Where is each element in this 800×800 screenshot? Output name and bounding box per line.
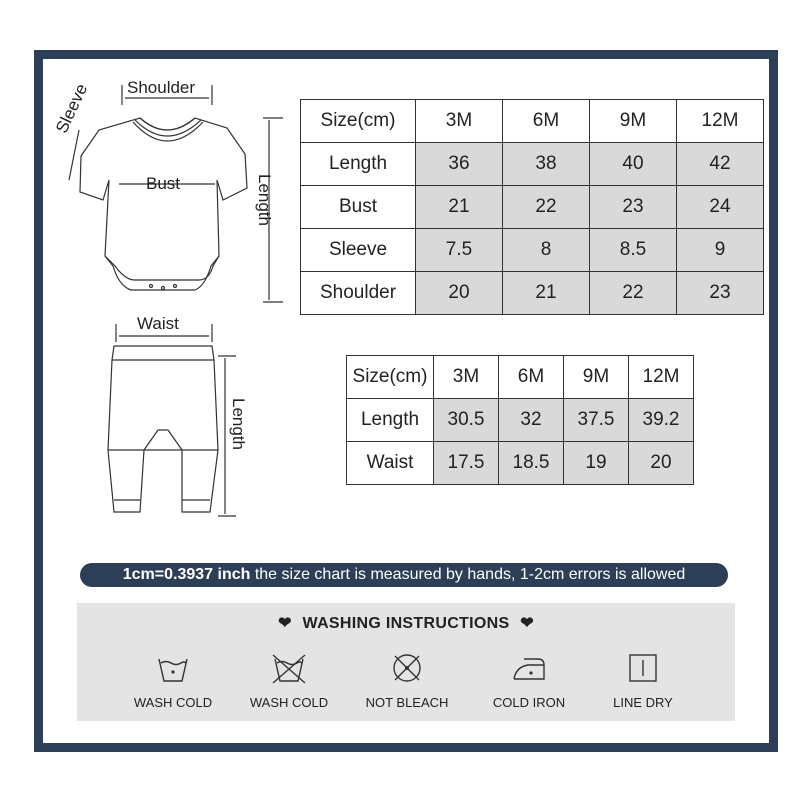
table-cell: 18.5 [499, 442, 564, 485]
care-item-not-bleach [347, 651, 467, 710]
care-item-line-dry [583, 651, 703, 710]
bust-label: Bust [146, 174, 181, 193]
table-row [301, 272, 764, 315]
row-label: Length [301, 143, 416, 186]
table-cell: 17.5 [434, 442, 499, 485]
length-label-onesie: Length [255, 174, 274, 226]
table-cell: 8.5 [590, 229, 677, 272]
line-dry-icon [626, 651, 660, 685]
table-header-cell: Size(cm) [301, 100, 416, 143]
table-header-cell: 3M [434, 356, 499, 399]
table-cell: 23 [590, 186, 677, 229]
table-cell: 21 [503, 272, 590, 315]
table-row [347, 442, 694, 485]
table-row [347, 356, 694, 399]
table-cell: 30.5 [434, 399, 499, 442]
sleeve-label: Sleeve [52, 80, 92, 137]
row-label: Waist [347, 442, 434, 485]
table-header-cell: 12M [629, 356, 694, 399]
table-cell: 22 [590, 272, 677, 315]
do-not-wash-icon [269, 651, 309, 685]
table-cell: 32 [499, 399, 564, 442]
care-label: WASH COLD [133, 695, 213, 710]
table-cell: 37.5 [564, 399, 629, 442]
conversion-text: 1cm=0.3937 inch [122, 566, 251, 583]
care-item-wash-cold [113, 651, 233, 710]
shoulder-label: Shoulder [127, 78, 196, 97]
heart-icon: ❤ [278, 615, 292, 632]
washing-title [77, 613, 735, 633]
care-label: WASH COLD [249, 695, 329, 710]
length-label-pants: Length [229, 398, 248, 450]
care-label: COLD IRON [492, 695, 566, 710]
table-header-cell: 12M [677, 100, 764, 143]
table-header-cell: 3M [416, 100, 503, 143]
row-label: Sleeve [301, 229, 416, 272]
row-label: Length [347, 399, 434, 442]
table-cell: 21 [416, 186, 503, 229]
table-cell: 36 [416, 143, 503, 186]
care-label: NOT BLEACH [365, 695, 449, 710]
table-row [301, 100, 764, 143]
care-label: LINE DRY [613, 695, 673, 710]
row-label: Shoulder [301, 272, 416, 315]
table-cell: 19 [564, 442, 629, 485]
table-cell: 42 [677, 143, 764, 186]
care-item-cold-iron [469, 651, 589, 710]
table-header-cell: 9M [590, 100, 677, 143]
table-cell: 24 [677, 186, 764, 229]
table-cell: 9 [677, 229, 764, 272]
table-header-cell: 9M [564, 356, 629, 399]
table-cell: 20 [416, 272, 503, 315]
wash-basin-icon [156, 651, 190, 685]
waist-label: Waist [137, 314, 179, 333]
washing-title-text: WASHING INSTRUCTIONS [302, 615, 510, 632]
table-header-cell: Size(cm) [347, 356, 434, 399]
table-row [347, 399, 694, 442]
table-header-cell: 6M [499, 356, 564, 399]
table-cell: 20 [629, 442, 694, 485]
table-cell: 8 [503, 229, 590, 272]
table-header-cell: 6M [503, 100, 590, 143]
washing-instructions-panel [77, 603, 735, 721]
table-row [301, 143, 764, 186]
pants-size-table [346, 355, 694, 485]
row-label: Bust [301, 186, 416, 229]
table-cell: 22 [503, 186, 590, 229]
notice-text: the size chart is measured by hands, 1-2cm errors is allowed [250, 566, 686, 583]
table-cell: 23 [677, 272, 764, 315]
table-cell: 39.2 [629, 399, 694, 442]
iron-icon [510, 651, 548, 685]
measurement-notice [80, 563, 728, 587]
heart-icon: ❤ [520, 615, 534, 632]
table-cell: 40 [590, 143, 677, 186]
table-row [301, 229, 764, 272]
table-cell: 7.5 [416, 229, 503, 272]
table-cell: 38 [503, 143, 590, 186]
table-row [301, 186, 764, 229]
onesie-size-table [300, 99, 764, 315]
do-not-bleach-icon [389, 651, 425, 685]
care-item-do-not-wash [229, 651, 349, 710]
